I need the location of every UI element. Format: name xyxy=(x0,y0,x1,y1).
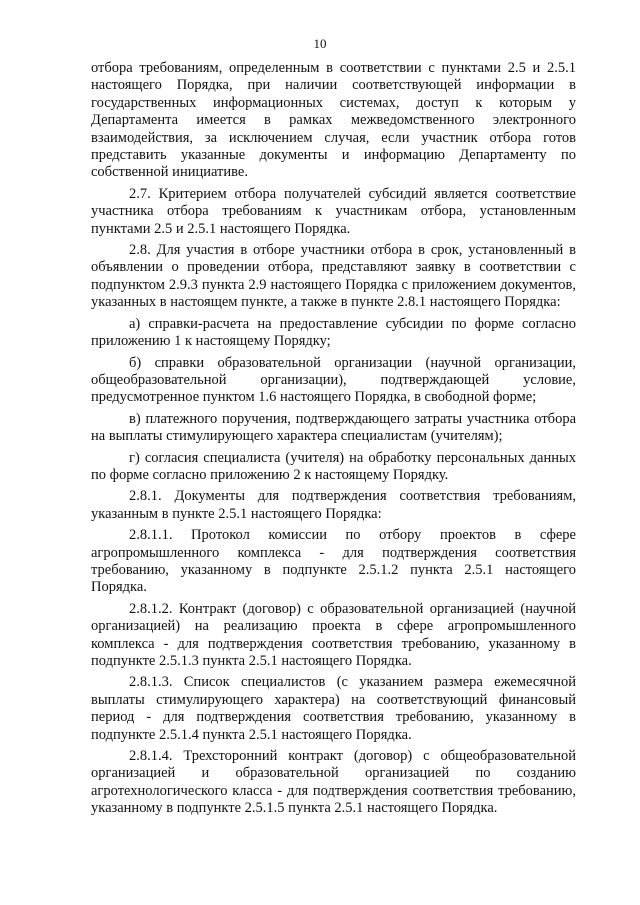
document-body xyxy=(91,60,576,822)
list-item-b: б) справки образовательной организации (научной организации, общеобразовательной организации), подтверждающей условие, предусмотренное пунктом 1.6 настоящего Порядка, в свободной форме; xyxy=(91,354,576,406)
paragraph-2-8-1: 2.8.1. Документы для подтверждения соответствия требованиям, указанным в пункте 2.5.1 настоящего Порядка: xyxy=(91,488,576,522)
paragraph-continuation: отбора требованиям, определенным в соответствии с пунктами 2.5 и 2.5.1 настоящего Порядка, при наличии соответствующей информации в государственных информационных системах, доступ к которым у Департамента имеется в рамках межведомственного электронного взаимодействия, за исключением случая, если участник отбора готов представить указанные документы и информацию Департаменту по собственной инициативе. xyxy=(91,60,576,181)
paragraph-2-8-1-3: 2.8.1.3. Список специалистов (с указанием размера ежемесячной выплаты стимулирующего характера) на соответствующий финансовый период - для подтверждения соответствия требованию, указанному в подпункте 2.5.1.4 пункта 2.5.1 настоящего Порядка. xyxy=(91,674,576,743)
paragraph-2-8-1-4: 2.8.1.4. Трехсторонний контракт (договор) с общеобразовательной организацией и образовательной организацией по созданию агротехнологического класса - для подтверждения соответствия требованию, указанному в подпункте 2.5.1.5 пункта 2.5.1 настоящего Порядка. xyxy=(91,748,576,817)
paragraph-2-7: 2.7. Критерием отбора получателей субсидий является соответствие участника отбора требованиям к участникам отбора, установленным пунктами 2.5 и 2.5.1 настоящего Порядка. xyxy=(91,185,576,237)
list-item-v: в) платежного поручения, подтверждающего затраты участника отбора на выплаты стимулирующего характера специалистам (учителям); xyxy=(91,410,576,445)
paragraph-2-8: 2.8. Для участия в отборе участники отбора в срок, установленный в объявлении о проведении отбора, представляют заявку в соответствии с подпунктом 2.9.3 пункта 2.9 настоящего Порядка с приложением документов, указанных в настоящем пункте, а также в пункте 2.8.1 настоящего Порядка: xyxy=(91,242,576,311)
page-number: 10 xyxy=(313,36,327,51)
list-item-g: г) согласия специалиста (учителя) на обработку персональных данных по форме согласно приложению 2 к настоящему Порядку. xyxy=(91,449,576,483)
paragraph-2-8-1-2: 2.8.1.2. Контракт (договор) с образовательной организацией (научной организацией) на реализацию проекта в сфере агропромышленного комплекса - для подтверждения соответствия требованию, указанному в подпункте 2.5.1.3 пункта 2.5.1 настоящего Порядка. xyxy=(91,600,576,669)
paragraph-2-8-1-1: 2.8.1.1. Протокол комиссии по отбору проектов в сфере агропромышленного комплекса - для подтверждения соответствия требованию, указанному в подпункте 2.5.1.2 пункта 2.5.1 настоящего Порядка. xyxy=(91,527,576,596)
list-item-a: а) справки-расчета на предоставление субсидии по форме согласно приложению 1 к настоящему Порядку; xyxy=(91,315,576,350)
